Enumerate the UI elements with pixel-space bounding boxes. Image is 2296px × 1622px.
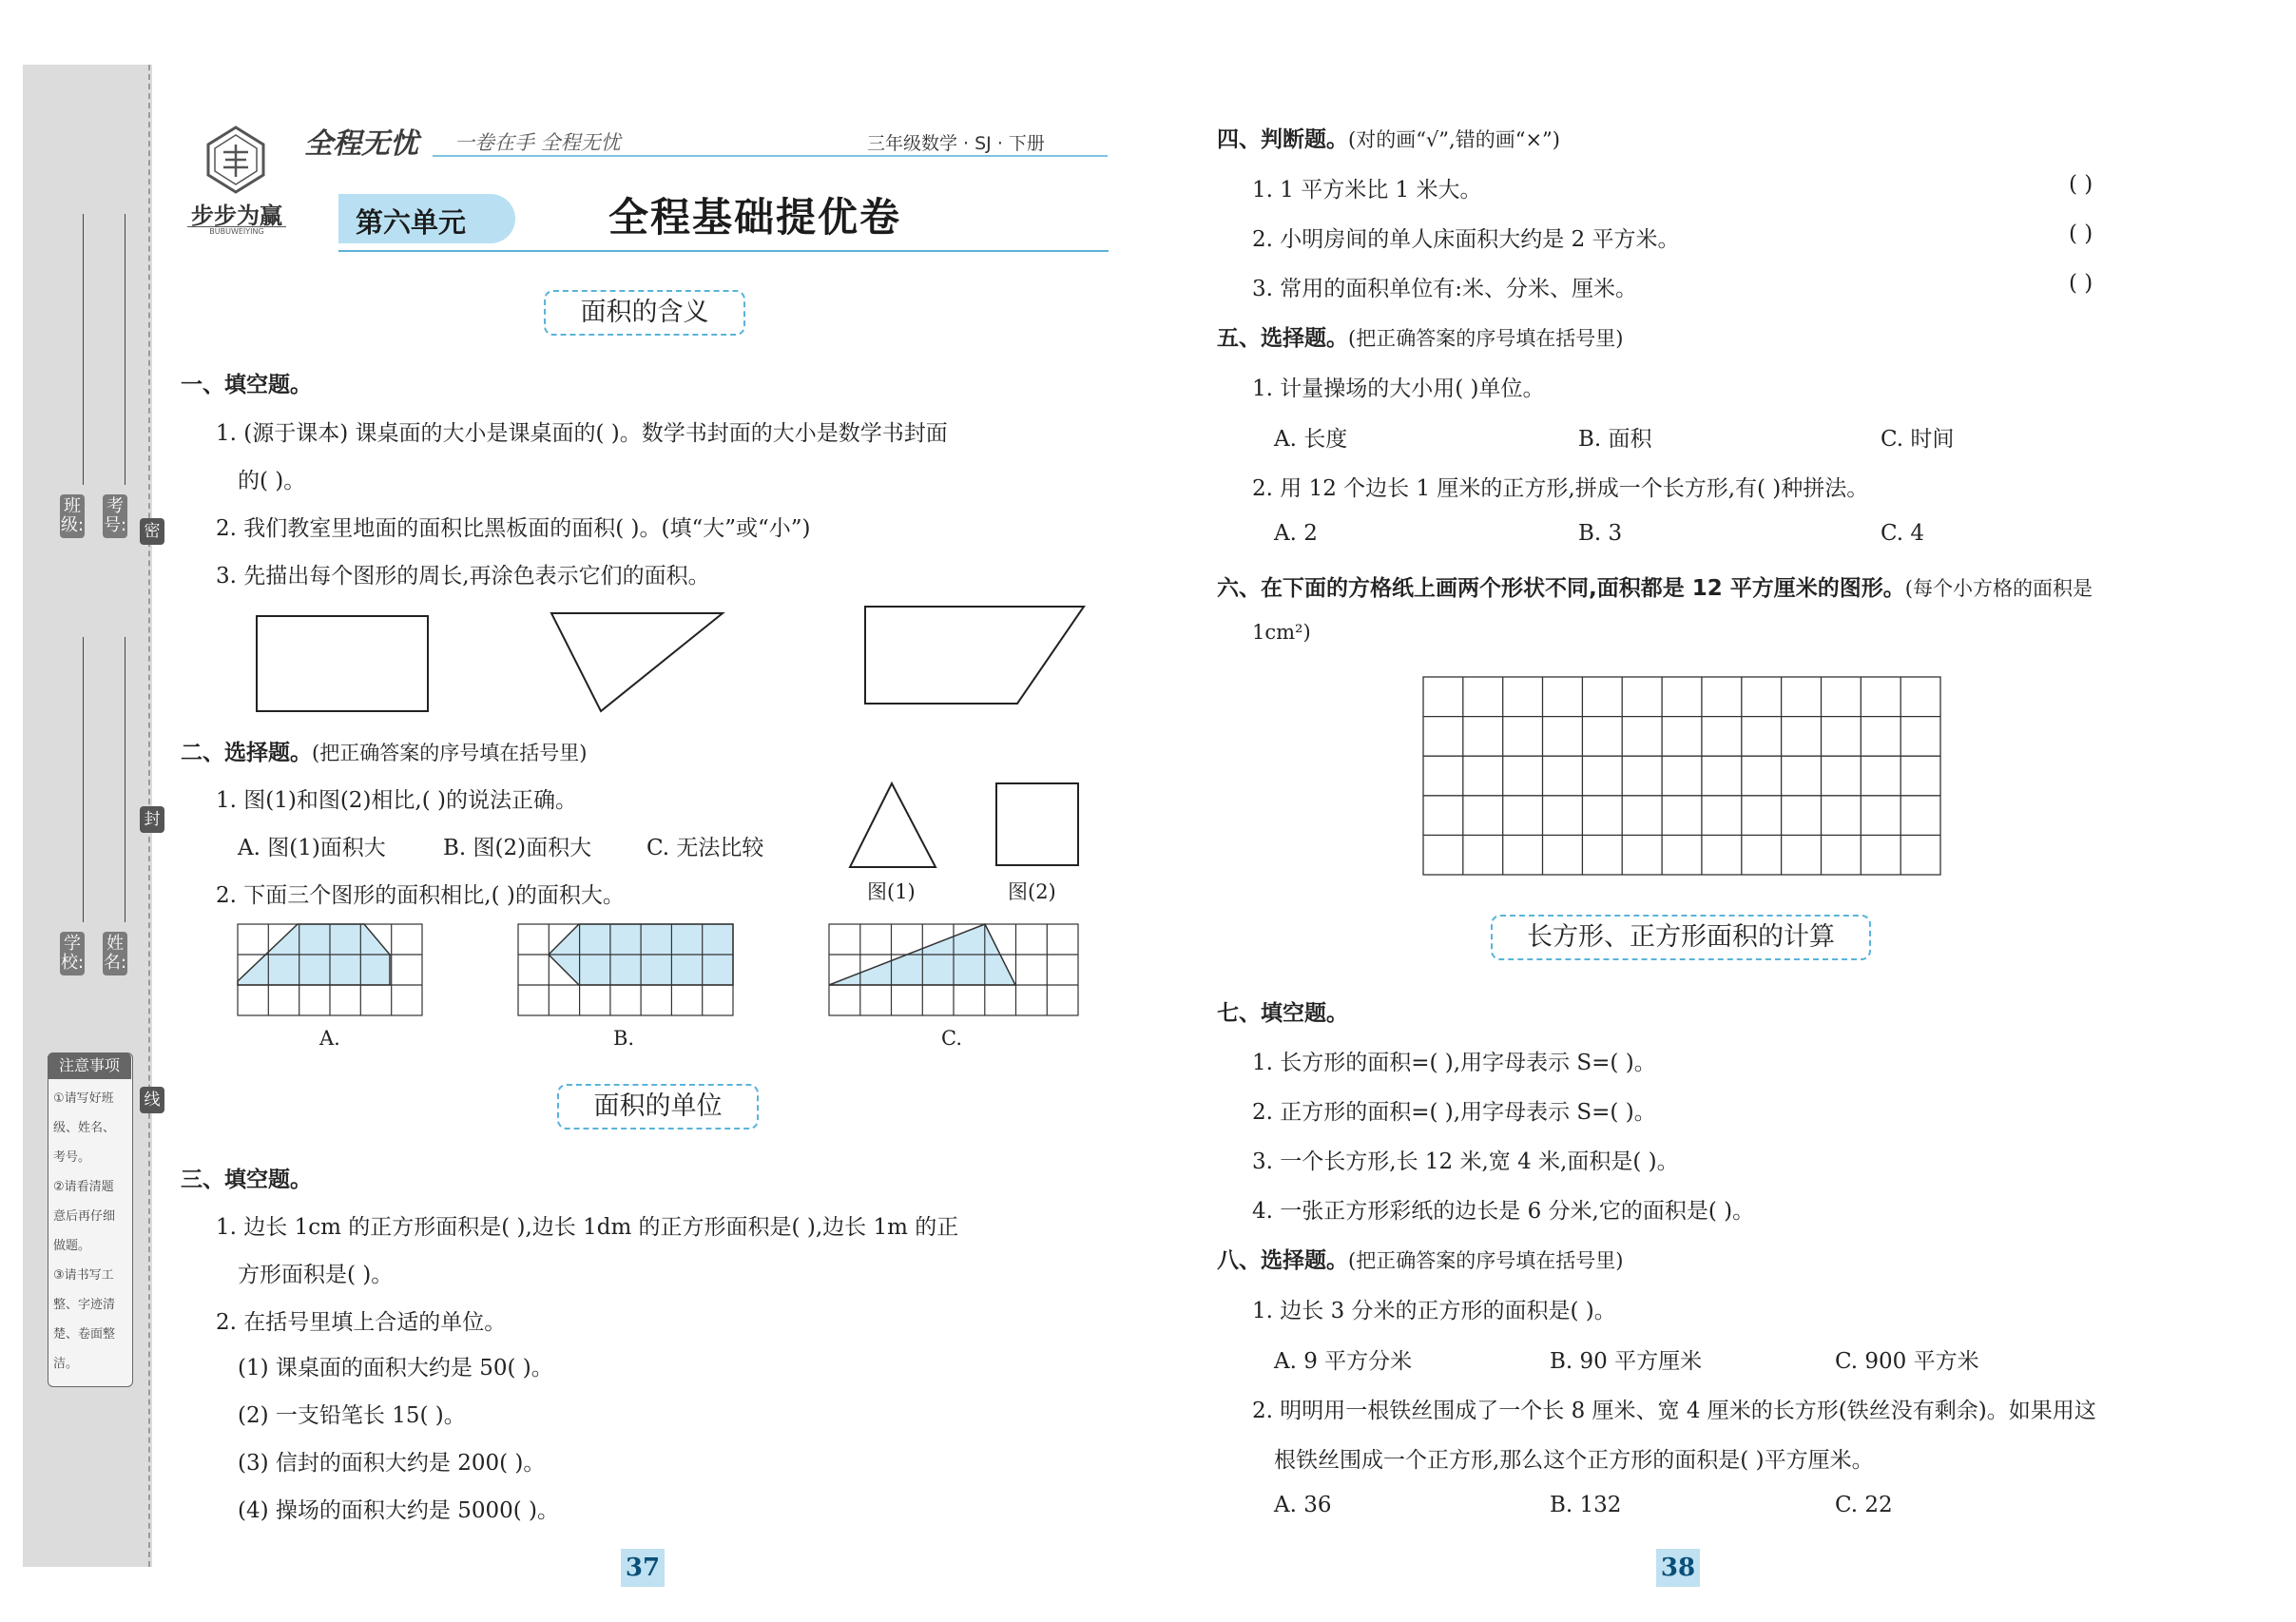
question-text: 2. 正方形的面积=( ),用字母表示 S=( )。 xyxy=(1252,1100,1656,1125)
part6-hint: (每个小方格的面积是 xyxy=(1904,577,2093,600)
notice-line: 楚、卷面整 xyxy=(53,1327,116,1342)
part2-heading: 二、选择题。 xyxy=(181,741,312,765)
judge-paren[interactable]: ( ) xyxy=(2069,222,2093,246)
grid-figure-c xyxy=(827,922,1082,1019)
figure-2-caption: 图(2) xyxy=(1008,880,1056,903)
notice-line: 级、姓名、 xyxy=(53,1121,116,1135)
option-a: A. 长度 xyxy=(1274,427,1348,452)
question-text: 4. 一张正方形彩纸的边长是 6 分米,它的面积是( )。 xyxy=(1252,1199,1755,1224)
option-b: B. 3 xyxy=(1578,521,1623,546)
option-c: C. 900 平方米 xyxy=(1835,1349,1979,1374)
page-title: 全程基础提优卷 xyxy=(608,194,902,241)
part3-heading: 三、填空题。 xyxy=(181,1168,312,1192)
option-b: B. 面积 xyxy=(1578,427,1652,452)
part4-hint: (对的画“√”,错的画“×”) xyxy=(1348,128,1560,151)
title-rule xyxy=(338,250,1109,252)
trapezoid-shape xyxy=(865,607,1084,704)
notice-line: ③请书写工 xyxy=(53,1268,114,1283)
option-a: A. 2 xyxy=(1274,521,1318,546)
question-text: 2. 下面三个图形的面积相比,( )的面积大。 xyxy=(216,883,625,908)
section-area-unit: 面积的单位 xyxy=(557,1084,759,1130)
question-text: 1. 边长 3 分米的正方形的面积是( )。 xyxy=(1252,1299,1616,1323)
logo-text: 步步为赢 xyxy=(191,203,282,229)
seal-feng: 封 xyxy=(140,806,164,833)
school-label: 学校: xyxy=(60,932,85,975)
brand-name: 全程无忧 xyxy=(304,127,418,161)
notice-line: ②请看清题 xyxy=(53,1180,114,1194)
triangle-shape xyxy=(551,613,723,711)
section-area-calculation: 长方形、正方形面积的计算 xyxy=(1491,915,1871,960)
option-a: A. 图(1)面积大 xyxy=(238,836,386,860)
notice-line: 意后再仔细 xyxy=(53,1209,116,1224)
option-a: A. 9 平方分米 xyxy=(1274,1349,1413,1374)
school-line[interactable] xyxy=(83,637,84,922)
option-b: B. 图(2)面积大 xyxy=(443,836,592,860)
question-text: 2. 在括号里填上合适的单位。 xyxy=(216,1310,507,1335)
exam-no-label: 考号: xyxy=(103,494,127,538)
part8-hint: (把正确答案的序号填在括号里) xyxy=(1348,1249,1624,1272)
grid-figure-a xyxy=(236,922,426,1019)
notice-line: 整、字迹清 xyxy=(53,1298,116,1312)
name-label: 姓名: xyxy=(103,932,127,975)
judge-item: 2. 小明房间的单人床面积大约是 2 平方米。 xyxy=(1252,227,1680,252)
notice-title: 注意事项 xyxy=(48,1052,131,1079)
unit-label: 第六单元 xyxy=(356,206,467,239)
question-text: 1. 边长 1cm 的正方形面积是( ),边长 1dm 的正方形面积是( ),边长 1m 的正 xyxy=(216,1215,959,1240)
brand-slogan: 一卷在手 全程无忧 xyxy=(454,131,621,154)
notice-line: 洁。 xyxy=(53,1357,79,1371)
seal-xian: 线 xyxy=(140,1087,164,1113)
sub-item: (4) 操场的面积大约是 5000( )。 xyxy=(238,1498,559,1523)
option-c: C. 时间 xyxy=(1881,427,1955,452)
part6-heading: 六、在下面的方格纸上画两个形状不同,面积都是 12 平方厘米的图形。 xyxy=(1217,576,1905,601)
grid-label-c: C. xyxy=(941,1027,962,1050)
grid-figure-b xyxy=(516,922,737,1019)
judge-paren[interactable]: ( ) xyxy=(2069,271,2093,296)
option-b: B. 132 xyxy=(1550,1493,1622,1517)
question-text: 2. 明明用一根铁丝围成了一个长 8 厘米、宽 4 厘米的长方形(铁丝没有剩余)。如果用这 xyxy=(1252,1399,2096,1423)
part8-heading: 八、选择题。 xyxy=(1217,1248,1348,1273)
logo-emblem-icon xyxy=(203,124,269,196)
question-text: 1. (源于课本) 课桌面的大小是课桌面的( )。数学书封面的大小是数学书封面 xyxy=(216,421,948,446)
page-number-left: 37 xyxy=(621,1549,665,1587)
part2-hint: (把正确答案的序号填在括号里) xyxy=(312,742,588,764)
grid-label-b: B. xyxy=(613,1027,635,1050)
option-b: B. 90 平方厘米 xyxy=(1550,1349,1703,1374)
option-c: C. 4 xyxy=(1881,521,1925,546)
part5-hint: (把正确答案的序号填在括号里) xyxy=(1348,327,1624,350)
notice-line: 考号。 xyxy=(53,1150,91,1165)
part4-heading: 四、判断题。 xyxy=(1217,127,1348,152)
question-text: 1. 长方形的面积=( ),用字母表示 S=( )。 xyxy=(1252,1051,1656,1075)
square-grid-paper[interactable] xyxy=(1421,675,1942,877)
header-rule xyxy=(433,155,1108,157)
question-text: 2. 我们教室里地面的面积比黑板面的面积( )。(填“大”或“小”) xyxy=(216,516,811,541)
option-c: C. 22 xyxy=(1835,1493,1893,1517)
sub-item: (2) 一支铅笔长 15( )。 xyxy=(238,1403,466,1428)
judge-item: 3. 常用的面积单位有:米、分米、厘米。 xyxy=(1252,277,1638,301)
section-area-meaning: 面积的含义 xyxy=(544,290,745,336)
logo-subtext: BUBUWEIYING xyxy=(187,226,286,236)
question-text: 根铁丝围成一个正方形,那么这个正方形的面积是( )平方厘米。 xyxy=(1274,1448,1874,1473)
figure-2-square xyxy=(994,782,1082,869)
seal-mi: 密 xyxy=(140,518,164,545)
part6-unit: 1cm²) xyxy=(1252,621,1311,644)
option-a: A. 36 xyxy=(1274,1493,1332,1517)
question-text: 的( )。 xyxy=(238,469,306,493)
option-c: C. 无法比较 xyxy=(646,836,764,860)
rectangle-shape xyxy=(257,616,428,711)
notice-line: ①请写好班 xyxy=(53,1091,114,1106)
sub-item: (1) 课桌面的面积大约是 50( )。 xyxy=(238,1356,553,1381)
question-text: 方形面积是( )。 xyxy=(238,1263,394,1287)
question-text: 3. 一个长方形,长 12 米,宽 4 米,面积是( )。 xyxy=(1252,1149,1679,1174)
part7-heading: 七、填空题。 xyxy=(1217,1001,1348,1026)
judge-paren[interactable]: ( ) xyxy=(2069,172,2093,197)
sub-item: (3) 信封的面积大约是 200( )。 xyxy=(238,1451,546,1476)
grid-label-a: A. xyxy=(319,1027,340,1050)
question-text: 1. 计量操场的大小用( )单位。 xyxy=(1252,377,1545,401)
judge-item: 1. 1 平方米比 1 米大。 xyxy=(1252,178,1482,203)
question-text: 1. 图(1)和图(2)相比,( )的说法正确。 xyxy=(216,788,577,813)
class-label: 班级: xyxy=(60,494,85,538)
shapes-to-trace xyxy=(247,599,1103,718)
question-text: 3. 先描出每个图形的周长,再涂色表示它们的面积。 xyxy=(216,564,710,589)
page-number-right: 38 xyxy=(1656,1549,1700,1587)
part5-heading: 五、选择题。 xyxy=(1217,326,1348,351)
figure-1-caption: 图(1) xyxy=(867,880,916,903)
subject-label: 三年级数学 · SJ · 下册 xyxy=(867,133,1045,154)
notice-line: 做题。 xyxy=(53,1239,91,1253)
question-text: 2. 用 12 个边长 1 厘米的正方形,拼成一个长方形,有( )种拼法。 xyxy=(1252,476,1869,501)
part1-heading: 一、填空题。 xyxy=(181,373,312,397)
class-line[interactable] xyxy=(83,214,84,485)
figure-1-triangle xyxy=(846,780,941,870)
